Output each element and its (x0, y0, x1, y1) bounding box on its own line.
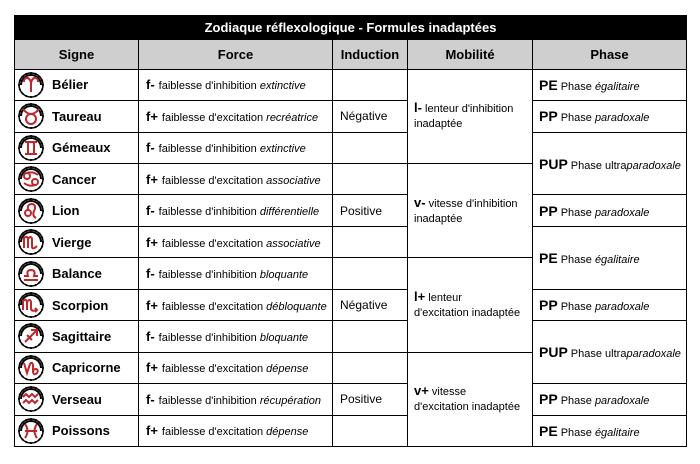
induction-cell (333, 69, 408, 100)
phase-label: Phase ultra (570, 348, 627, 361)
induction-value: Négative (340, 298, 388, 313)
table-row (15, 226, 687, 257)
phase-label-italic: paradoxale (594, 206, 650, 219)
phase-label: Phase (560, 426, 595, 439)
induction-cell (333, 352, 408, 383)
force-operator: f- (146, 328, 155, 344)
mobility-line2: d'excitation inadaptée (414, 401, 521, 414)
force-operator: f- (146, 391, 155, 407)
force-text: faiblesse d'excitation (161, 300, 264, 313)
force-kind: associative (266, 237, 321, 250)
table-row (15, 195, 687, 226)
phase-cell (533, 415, 687, 446)
force-cell (139, 384, 333, 415)
force-operator: f- (146, 203, 155, 219)
header-mobilite: Mobilité (408, 40, 533, 69)
header-phase: Phase (533, 40, 687, 69)
force-operator: f- (146, 266, 155, 282)
table-title: Zodiaque réflexologique - Formules inadaptées (15, 16, 687, 40)
phase-cell (533, 132, 687, 195)
mobility-line2: inadaptée (414, 212, 463, 225)
phase-cell (533, 384, 687, 415)
pisces-icon (18, 418, 44, 444)
induction-cell (333, 195, 408, 226)
mobility-line1: vitesse d'inhibition (428, 197, 518, 210)
sign-cell (15, 195, 139, 226)
sign-name: Vierge (52, 234, 92, 250)
force-kind: bloquante (259, 331, 309, 344)
induction-cell (333, 258, 408, 289)
phase-cell (533, 289, 687, 320)
induction-value: Positive (340, 203, 383, 218)
capricorn-icon (18, 355, 44, 381)
phase-label-italic: égalitaire (594, 426, 640, 439)
force-text: faiblesse d'inhibition (158, 269, 257, 282)
sign-cell (15, 164, 139, 195)
force-operator: f+ (146, 234, 158, 250)
phase-cell (533, 69, 687, 100)
phase-label-italic: paradoxale (626, 159, 681, 172)
phase-code: PE (539, 422, 558, 439)
sign-cell (15, 384, 139, 415)
induction-cell (333, 289, 408, 320)
sign-name: Verseau (52, 391, 102, 407)
mobility-operator: v+ (414, 383, 429, 399)
force-kind: extinctive (259, 80, 306, 93)
sign-cell (15, 69, 139, 100)
phase-label-italic: paradoxale (594, 301, 650, 314)
sign-name: Lion (52, 203, 80, 219)
sign-cell (15, 132, 139, 163)
force-kind: bloquante (259, 269, 309, 282)
induction-cell (333, 132, 408, 163)
phase-cell (533, 195, 687, 226)
phase-cell (533, 226, 687, 289)
force-cell (139, 164, 333, 195)
induction-cell (333, 321, 408, 352)
mobility-line2: d'excitation inadaptée (414, 307, 521, 320)
phase-code: PUP (539, 344, 568, 361)
sign-name: Sagittaire (52, 328, 112, 344)
table-row (15, 415, 687, 446)
header-force: Force (139, 40, 333, 69)
force-operator: f+ (146, 108, 158, 124)
force-text: faiblesse d'inhibition (158, 206, 257, 219)
phase-cell (533, 101, 687, 132)
phase-code: PUP (539, 155, 568, 172)
mobility-line2: inadaptée (414, 118, 463, 131)
scorpio-icon (18, 292, 44, 318)
phase-label: Phase (560, 253, 595, 266)
induction-cell (333, 101, 408, 132)
table-row (15, 69, 687, 100)
phase-cell (533, 321, 687, 384)
virgo-icon (18, 229, 44, 255)
mobility-operator: l- (414, 100, 422, 116)
induction-cell (333, 164, 408, 195)
sign-name: Gémeaux (52, 140, 111, 156)
force-kind: associative (266, 174, 321, 187)
table-row (15, 101, 687, 132)
force-cell (139, 415, 333, 446)
mobility-line1: lenteur (428, 292, 462, 305)
force-operator: f+ (146, 360, 158, 376)
force-cell (139, 195, 333, 226)
sign-name: Capricorne (52, 360, 121, 376)
aries-icon (18, 72, 44, 98)
force-kind: différentielle (259, 206, 320, 219)
mobility-operator: v- (414, 194, 426, 210)
force-operator: f- (146, 77, 155, 93)
table-row (15, 289, 687, 320)
libra-icon (18, 261, 44, 287)
phase-code: PE (539, 249, 558, 266)
mobility-cell (408, 164, 533, 258)
induction-value: Négative (340, 109, 388, 124)
force-cell (139, 132, 333, 163)
force-text: faiblesse d'inhibition (158, 394, 257, 407)
phase-code: PE (539, 76, 558, 93)
force-cell (139, 226, 333, 257)
phase-label-italic: égalitaire (594, 80, 640, 93)
sign-name: Poissons (52, 423, 110, 439)
sign-cell (15, 352, 139, 383)
phase-label-italic: paradoxale (594, 395, 650, 408)
force-cell (139, 101, 333, 132)
force-text: faiblesse d'excitation (161, 426, 264, 439)
sign-cell (15, 289, 139, 320)
force-operator: f+ (146, 423, 158, 439)
phase-label-italic: égalitaire (594, 253, 640, 266)
leo-icon (18, 198, 44, 224)
force-text: faiblesse d'excitation (161, 111, 264, 124)
mobility-line1: vitesse (431, 386, 467, 399)
mobility-cell (408, 352, 533, 446)
sign-name: Scorpion (52, 297, 109, 313)
force-kind: débloquante (266, 300, 327, 313)
force-cell (139, 69, 333, 100)
gemini-icon (18, 135, 44, 161)
force-text: faiblesse d'inhibition (158, 331, 257, 344)
sign-name: Balance (52, 266, 102, 282)
mobility-line1: lenteur d'inhibition (425, 103, 514, 116)
force-operator: f+ (146, 171, 158, 187)
table-row (15, 384, 687, 415)
header-signe: Signe (15, 40, 139, 69)
sign-cell (15, 226, 139, 257)
phase-label: Phase (560, 301, 595, 314)
phase-label: Phase (560, 80, 595, 93)
induction-cell (333, 415, 408, 446)
sign-cell (15, 101, 139, 132)
phase-label: Phase ultra (570, 159, 627, 172)
force-kind: recréatrice (266, 111, 319, 124)
phase-code: PP (539, 202, 558, 219)
force-kind: dépense (266, 426, 309, 439)
force-text: faiblesse d'excitation (161, 237, 264, 250)
force-kind: dépense (266, 363, 309, 376)
sign-name: Bélier (52, 77, 89, 93)
phase-code: PP (539, 391, 558, 408)
sign-cell (15, 258, 139, 289)
mobility-cell (408, 258, 533, 352)
sagittarius-icon (18, 323, 44, 349)
induction-value: Positive (340, 392, 383, 407)
force-text: faiblesse d'excitation (161, 174, 264, 187)
phase-label: Phase (560, 112, 595, 125)
force-cell (139, 289, 333, 320)
phase-code: PP (539, 297, 558, 314)
table-row (15, 321, 687, 352)
phase-label-italic: paradoxale (594, 112, 650, 125)
taurus-icon (18, 103, 44, 129)
cancer-icon (18, 166, 44, 192)
sign-cell (15, 321, 139, 352)
mobility-operator: l+ (414, 289, 426, 305)
force-operator: f+ (146, 297, 158, 313)
sign-cell (15, 415, 139, 446)
phase-label: Phase (560, 395, 595, 408)
phase-code: PP (539, 108, 558, 125)
header-induction: Induction (333, 40, 408, 69)
table-row (15, 132, 687, 163)
induction-cell (333, 226, 408, 257)
force-cell (139, 321, 333, 352)
force-text: faiblesse d'excitation (161, 363, 264, 376)
force-cell (139, 352, 333, 383)
phase-label-italic: paradoxale (626, 348, 681, 361)
aquarius-icon (18, 386, 44, 412)
force-text: faiblesse d'inhibition (158, 80, 257, 93)
phase-label: Phase (560, 206, 595, 219)
sign-name: Cancer (52, 171, 97, 187)
force-cell (139, 258, 333, 289)
sign-name: Taureau (52, 108, 102, 124)
force-kind: récupération (259, 394, 321, 407)
mobility-cell (408, 69, 533, 163)
force-kind: extinctive (259, 143, 306, 156)
force-text: faiblesse d'inhibition (158, 143, 257, 156)
zodiac-table (14, 15, 687, 447)
induction-cell (333, 384, 408, 415)
force-operator: f- (146, 140, 155, 156)
